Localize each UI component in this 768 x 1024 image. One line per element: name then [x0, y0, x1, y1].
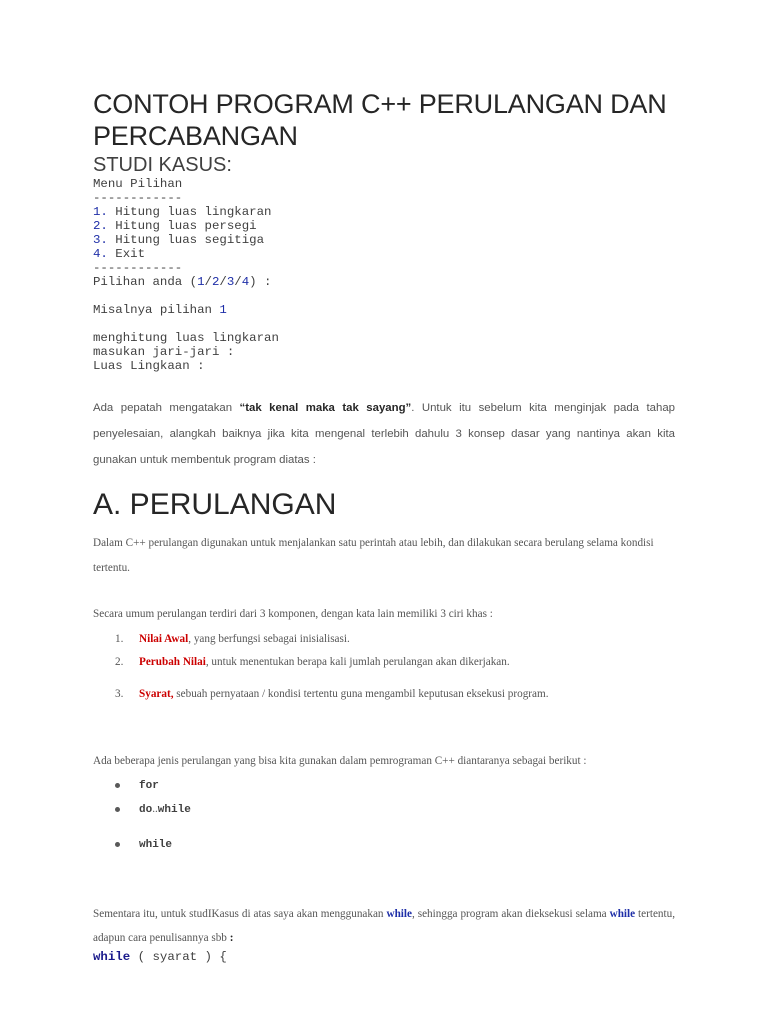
- paragraph-text: , sehingga program akan dieksekusi selama: [411, 908, 610, 920]
- menu-rule-bottom: ------------: [93, 261, 183, 275]
- case-study-heading: STUDI KASUS:: [93, 154, 232, 176]
- list-item: [93, 632, 675, 646]
- list-item: [93, 837, 675, 852]
- code-text: ( syarat ) {: [130, 950, 227, 964]
- list-number: 2.: [115, 656, 124, 668]
- output-line: masukan jari-jari :: [93, 345, 235, 359]
- menu-item: [93, 205, 675, 219]
- component-term: Perubah Nilai: [139, 656, 206, 668]
- intro-paragraph: [93, 395, 675, 473]
- bullet-icon: [115, 783, 120, 788]
- while-keyword: while: [386, 908, 412, 920]
- while-keyword: while: [609, 908, 636, 920]
- document-title: CONTOH PROGRAM C++ PERULANGAN DAN PERCABANGAN: [93, 89, 667, 151]
- component-description: sebuah pernyataan / kondisi tertentu guna mengambil keputusan eksekusi program.: [173, 688, 549, 700]
- code-keyword: while: [93, 950, 131, 964]
- component-description: , yang berfungsi sebagai inisialisasi.: [188, 633, 350, 645]
- list-number: 3.: [115, 688, 124, 700]
- output-line: Luas Lingkaan :: [93, 359, 205, 373]
- prompt-option: 3: [226, 275, 235, 289]
- menu-item: [93, 233, 675, 247]
- section-heading-perulangan: A. PERULANGAN: [93, 488, 337, 521]
- menu-item-text: Exit: [107, 247, 146, 261]
- paragraph-text: tertentu, adapun cara penulisannya sbb: [93, 908, 676, 944]
- paragraph-colon: :: [229, 932, 234, 944]
- components-list: [93, 632, 675, 701]
- loop-keyword: for: [139, 780, 159, 792]
- list-item: [93, 687, 675, 701]
- prompt-separator: /: [219, 275, 227, 289]
- list-item: [93, 655, 675, 669]
- prompt-option: 1: [197, 275, 205, 289]
- menu-rule: ------------: [93, 191, 183, 205]
- example-number: 1: [219, 303, 227, 317]
- menu-header: Menu Pilihan: [93, 177, 183, 191]
- document-page: [93, 88, 675, 964]
- menu-code-block: [93, 177, 675, 373]
- proverb-quote: “tak kenal maka tak sayang”: [239, 402, 412, 414]
- prompt-separator: /: [204, 275, 212, 289]
- while-usage-paragraph: [93, 902, 675, 950]
- loop-keyword: while: [157, 804, 191, 816]
- menu-item-number: 1.: [93, 205, 108, 219]
- intro-text: Ada pepatah mengatakan: [93, 402, 240, 414]
- menu-item-text: Hitung luas persegi: [107, 219, 257, 233]
- menu-item-text: Hitung luas segitiga: [107, 233, 265, 247]
- paragraph-text: Sementara itu, untuk studIKasus di atas saya akan menggunakan: [93, 908, 387, 920]
- component-description: , untuk menentukan berapa kali jumlah perulangan akan dikerjakan.: [205, 656, 510, 668]
- intro-text-end: . Untuk itu sebelum kita menginjak pada tahap penyelesaian, alangkah baiknya jika kita mengenal terlebih dahulu 3 konsep dasar yang nantinya akan kita gunakan untuk membentuk program diatas :: [93, 402, 675, 466]
- loop-separator: ..: [152, 803, 158, 815]
- loop-keyword: while: [139, 839, 173, 851]
- list-item: [93, 802, 675, 817]
- menu-prompt: [93, 275, 675, 289]
- bullet-icon: [115, 842, 120, 847]
- prompt-text: Pilihan anda (: [93, 275, 198, 289]
- loop-types-list: [93, 778, 675, 852]
- loop-types-intro-paragraph: Ada beberapa jenis perulangan yang bisa kita gunakan dalam pemrograman C++ diantaranya sebagai berikut :: [93, 755, 587, 767]
- component-term: Nilai Awal: [139, 633, 189, 645]
- prompt-separator: /: [234, 275, 242, 289]
- prompt-option: 2: [211, 275, 220, 289]
- list-item: [93, 778, 675, 793]
- menu-item-number: 3.: [93, 233, 108, 247]
- loop-keyword: do: [139, 804, 153, 816]
- menu-item-number: 2.: [93, 219, 108, 233]
- menu-item-number: 4.: [93, 247, 108, 261]
- output-line: menghitung luas lingkaran: [93, 331, 279, 345]
- components-intro-paragraph: Secara umum perulangan terdiri dari 3 komponen, dengan kata lain memiliki 3 ciri khas :: [93, 608, 493, 620]
- bullet-icon: [115, 807, 120, 812]
- prompt-text-end: ) :: [249, 275, 272, 289]
- while-syntax-code: [93, 950, 675, 964]
- component-term: Syarat,: [139, 688, 174, 700]
- prompt-option: 4: [241, 275, 250, 289]
- loop-definition-paragraph: Dalam C++ perulangan digunakan untuk menjalankan satu perintah atau lebih, dan dilakukan secara berulang selama kondisi tertentu.: [93, 537, 654, 574]
- list-number: 1.: [115, 633, 124, 645]
- menu-item: [93, 219, 675, 233]
- menu-item-text: Hitung luas lingkaran: [107, 205, 272, 219]
- menu-item: [93, 247, 675, 261]
- example-line: [93, 303, 675, 317]
- example-text: Misalnya pilihan: [93, 303, 220, 317]
